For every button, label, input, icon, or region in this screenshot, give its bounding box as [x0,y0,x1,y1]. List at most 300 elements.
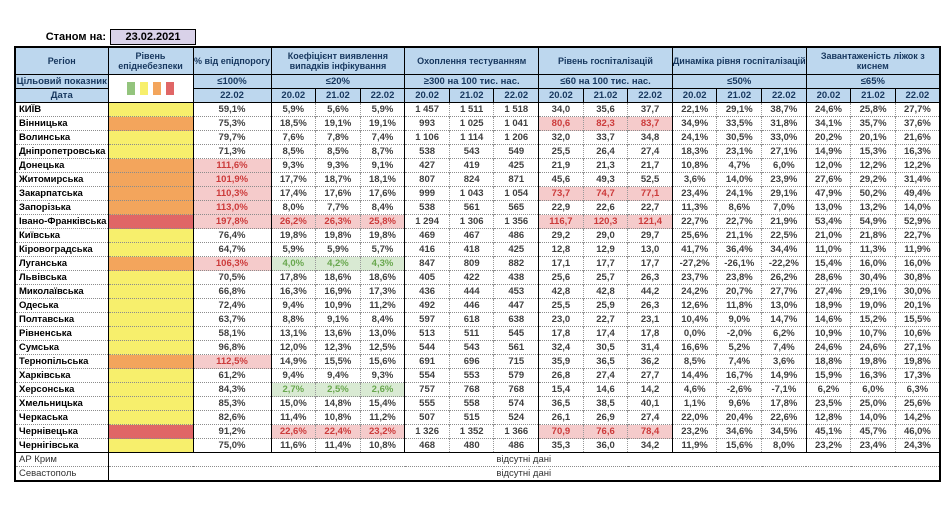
value-cell: 17,7% [271,173,316,187]
value-cell: 14,9% [271,355,316,369]
value-cell: 35,6 [583,103,628,117]
date-cell: 22.02 [895,89,940,103]
value-cell: 15,3% [851,145,896,159]
value-cell: 13,1% [271,327,316,341]
value-cell: 82,6% [193,411,271,425]
value-cell: 41,7% [672,243,717,257]
column-header-danger-level: Рівень епіднебезпеки [108,47,193,75]
column-header-hospitalization: Рівень госпіталізацій [539,47,673,75]
value-cell: 469 [405,229,450,243]
value-cell: 61,2% [193,369,271,383]
region-name-cell: Миколаївська [15,285,108,299]
region-name-cell: Чернівецька [15,425,108,439]
danger-level-cell [108,439,193,453]
value-cell: 50,2% [851,187,896,201]
value-cell: 7,4% [360,131,405,145]
danger-level-cell [108,285,193,299]
value-cell: 515 [449,411,494,425]
value-cell: 17,7 [583,257,628,271]
value-cell: 486 [494,439,539,453]
danger-level-cell [108,131,193,145]
value-cell: 17,6% [316,187,361,201]
table-row [15,369,940,383]
value-cell: 17,8 [628,327,673,341]
table-row [15,131,940,145]
value-cell: -26,1% [717,257,762,271]
value-cell: 23,4% [851,439,896,453]
target-hospitalization: ≤60 на 100 тис. нас. [539,75,673,89]
value-cell: 35,9 [539,355,584,369]
value-cell: 36,5 [539,397,584,411]
value-cell: 21,0% [806,229,851,243]
danger-level-cell [108,159,193,173]
value-cell: 19,8% [851,355,896,369]
value-cell: 24,1% [672,131,717,145]
value-cell: 83,7 [628,117,673,131]
value-cell: 15,5% [895,313,940,327]
value-cell: 446 [449,299,494,313]
value-cell: 8,8% [271,313,316,327]
region-name-cell: Луганська [15,257,108,271]
value-cell: 29,7 [628,229,673,243]
value-cell: 84,3% [193,383,271,397]
value-cell: 27,1% [762,145,807,159]
value-cell: 4,3% [360,257,405,271]
value-cell: 405 [405,271,450,285]
value-cell: 24,6% [806,341,851,355]
value-cell: 26,9 [583,411,628,425]
value-cell: 18,6% [360,271,405,285]
table-row [15,173,940,187]
value-cell: 561 [494,341,539,355]
value-cell: 4,0% [271,257,316,271]
value-cell: 9,4% [271,299,316,313]
value-cell: 24,1% [717,187,762,201]
value-cell: 1 326 [405,425,450,439]
value-cell: 554 [405,369,450,383]
value-cell: 20,2% [806,131,851,145]
value-cell: 9,1% [360,159,405,173]
value-cell: 22,0% [672,411,717,425]
region-name-cell: Тернопільська [15,355,108,369]
table-row-no-data [15,467,940,482]
value-cell: 34,6% [717,425,762,439]
value-cell: 21,7 [628,159,673,173]
value-cell: 579 [494,369,539,383]
value-cell: 12,6% [672,299,717,313]
value-cell: 11,2% [360,411,405,425]
value-cell: 19,0% [851,299,896,313]
value-cell: 34,8 [628,131,673,145]
value-cell: 49,3 [583,173,628,187]
value-cell: 768 [494,383,539,397]
value-cell: 15,4 [539,383,584,397]
value-cell: 24,3% [895,439,940,453]
value-cell: 696 [449,355,494,369]
value-cell: 5,9% [271,103,316,117]
value-cell: 486 [494,229,539,243]
value-cell: 1,1% [672,397,717,411]
value-cell: -27,2% [672,257,717,271]
value-cell: 4,7% [717,159,762,173]
value-cell: 20,1% [895,299,940,313]
value-cell: 13,2% [851,201,896,215]
value-cell: 618 [449,313,494,327]
value-cell: 23,8% [717,271,762,285]
target-hosp-dynamics: ≤50% [672,75,806,89]
value-cell: 7,4% [717,355,762,369]
value-cell: 26,1 [539,411,584,425]
table-row [15,439,940,453]
value-cell: 10,6% [895,327,940,341]
danger-level-cell [108,355,193,369]
date-row-label: Дата [15,89,108,103]
value-cell: 96,8% [193,341,271,355]
danger-level-cell [108,271,193,285]
value-cell: 549 [494,145,539,159]
table-row [15,313,940,327]
value-cell: 34,4% [762,243,807,257]
table-row [15,327,940,341]
value-cell: 36,4% [717,243,762,257]
value-cell: 715 [494,355,539,369]
value-cell: 85,3% [193,397,271,411]
value-cell: 28,6% [806,271,851,285]
value-cell: 3,6% [762,355,807,369]
value-cell: 121,4 [628,215,673,229]
value-cell: 425 [494,243,539,257]
value-cell: 26,4 [583,145,628,159]
value-cell: 8,6% [717,201,762,215]
value-cell: 40,1 [628,397,673,411]
value-cell: 16,7% [717,369,762,383]
value-cell: 538 [405,201,450,215]
value-cell: 427 [405,159,450,173]
value-cell: 21,9% [762,215,807,229]
value-cell: 1 306 [449,215,494,229]
value-cell: 13,0% [806,201,851,215]
value-cell: 9,0% [717,313,762,327]
value-cell: 524 [494,411,539,425]
danger-level-cell [108,411,193,425]
value-cell: 17,8% [762,397,807,411]
value-cell: 19,8% [360,229,405,243]
table-row [15,411,940,425]
value-cell: 23,9% [762,173,807,187]
value-cell: 4,2% [316,257,361,271]
value-cell: 25,6 [539,271,584,285]
value-cell: 101,9% [193,173,271,187]
date-cell: 20.02 [405,89,450,103]
value-cell: 15,6% [717,439,762,453]
value-cell: 847 [405,257,450,271]
value-cell: 42,8 [583,285,628,299]
value-cell: 538 [405,145,450,159]
value-cell: 30,0% [895,285,940,299]
value-cell: 6,2% [762,327,807,341]
value-cell: 18,6% [316,271,361,285]
value-cell: 9,3% [360,369,405,383]
value-cell: 30,5% [717,131,762,145]
danger-level-cell [108,383,193,397]
value-cell: 11,3% [851,243,896,257]
value-cell: 18,8% [806,355,851,369]
value-cell: 8,5% [672,355,717,369]
value-cell: 19,1% [316,117,361,131]
value-cell: 25,6% [895,397,940,411]
value-cell: 76,4% [193,229,271,243]
value-cell: 23,2% [806,439,851,453]
value-cell: 20,1% [851,131,896,145]
red-level-square-icon [166,82,174,95]
value-cell: 53,4% [806,215,851,229]
table-body [15,103,940,482]
table-header [15,47,940,103]
danger-level-legend [108,75,193,103]
region-name-cell: Волинська [15,131,108,145]
value-cell: 558 [449,397,494,411]
danger-level-cell [108,117,193,131]
value-cell: 15,6% [360,355,405,369]
value-cell: 25,9 [583,299,628,313]
date-cell: 21.02 [449,89,494,103]
value-cell: 33,0% [762,131,807,145]
value-cell: 17,4 [583,327,628,341]
value-cell: 17,8% [271,271,316,285]
value-cell: 11,0% [806,243,851,257]
value-cell: 26,3% [316,215,361,229]
table-row [15,355,940,369]
column-header-testing: Охоплення тестуванням [405,47,539,75]
no-data-cell: відсутні дані [108,467,940,482]
value-cell: 7,8% [316,131,361,145]
value-cell: 5,7% [360,243,405,257]
table-row [15,425,940,439]
value-cell: 18,3% [672,145,717,159]
value-cell: 14,0% [717,173,762,187]
value-cell: 47,9% [806,187,851,201]
value-cell: 26,8 [539,369,584,383]
value-cell: 993 [405,117,450,131]
value-cell: 447 [494,299,539,313]
value-cell: 22,7 [583,313,628,327]
value-cell: 6,2% [806,383,851,397]
value-cell: 24,6% [806,103,851,117]
value-cell: 3,6% [672,173,717,187]
value-cell: 436 [405,285,450,299]
value-cell: 425 [494,159,539,173]
target-threshold: ≤100% [193,75,271,89]
value-cell: 91,2% [193,425,271,439]
value-cell: 419 [449,159,494,173]
value-cell: 6,3% [895,383,940,397]
value-cell: 52,5 [628,173,673,187]
value-cell: 19,8% [895,355,940,369]
region-name-cell: Херсонська [15,383,108,397]
danger-level-cell [108,145,193,159]
value-cell: 12,2% [895,159,940,173]
value-cell: 111,6% [193,159,271,173]
value-cell: 8,5% [316,145,361,159]
danger-level-cell [108,369,193,383]
table-row [15,215,940,229]
value-cell: 14,4% [672,369,717,383]
danger-level-cell [108,257,193,271]
value-cell: 110,3% [193,187,271,201]
danger-level-cell [108,243,193,257]
value-cell: 38,5 [583,397,628,411]
value-cell: 29,1% [762,187,807,201]
value-cell: 23,0 [539,313,584,327]
value-cell: 22,7% [895,229,940,243]
value-cell: 10,8% [316,411,361,425]
column-header-threshold: % від епідпорогу [193,47,271,75]
value-cell: 638 [494,313,539,327]
value-cell: 22,7% [672,215,717,229]
region-name-cell: Львівська [15,271,108,285]
value-cell: 809 [449,257,494,271]
region-name-cell: Київська [15,229,108,243]
value-cell: 36,2 [628,355,673,369]
value-cell: 10,8% [360,439,405,453]
value-cell: 21,9 [539,159,584,173]
value-cell: 25,0% [851,397,896,411]
value-cell: 10,9% [316,299,361,313]
value-cell: 25,5 [539,299,584,313]
value-cell: 757 [405,383,450,397]
value-cell: 1 206 [494,131,539,145]
region-name-cell: Рівненська [15,327,108,341]
as-of-date: 23.02.2021 [110,29,196,45]
date-cell: 22.02 [360,89,405,103]
value-cell: 18,7% [316,173,361,187]
green-level-square-icon [127,82,135,95]
value-cell: 418 [449,243,494,257]
value-cell: 15,2% [851,313,896,327]
value-cell: 1 366 [494,425,539,439]
value-cell: 30,8% [895,271,940,285]
value-cell: 11,6% [271,439,316,453]
value-cell: 13,0% [360,327,405,341]
value-cell: 1 043 [449,187,494,201]
region-name-cell: Харківська [15,369,108,383]
value-cell: 21,6% [895,131,940,145]
value-cell: 22,7 [628,201,673,215]
value-cell: 29,2 [539,229,584,243]
value-cell: 597 [405,313,450,327]
value-cell: 8,7% [360,145,405,159]
value-cell: 6,0% [762,159,807,173]
date-cell: 20.02 [539,89,584,103]
region-name-cell: Закарпатська [15,187,108,201]
date-cell: 21.02 [316,89,361,103]
column-header-oxygen-beds: Завантаженість ліжок з киснем [806,47,940,75]
value-cell: 513 [405,327,450,341]
value-cell: 23,2% [360,425,405,439]
as-of-label: Станом на: [45,30,106,43]
value-cell: 11,4% [316,439,361,453]
danger-level-cell [108,313,193,327]
value-cell: 11,9% [895,243,940,257]
value-cell: 29,2% [851,173,896,187]
value-cell: 511 [449,327,494,341]
table-row [15,299,940,313]
value-cell: 7,7% [316,201,361,215]
value-cell: -2,0% [717,327,762,341]
value-cell: 1 457 [405,103,450,117]
value-cell: 71,3% [193,145,271,159]
value-cell: 35,3 [539,439,584,453]
danger-level-cell [108,201,193,215]
value-cell: 75,3% [193,117,271,131]
value-cell: 27,1% [895,341,940,355]
value-cell: 1 518 [494,103,539,117]
danger-level-cell [108,397,193,411]
value-cell: 25,5 [539,145,584,159]
value-cell: 871 [494,173,539,187]
danger-level-cell [108,103,193,117]
value-cell: 27,4 [628,411,673,425]
value-cell: 21,3 [583,159,628,173]
table-row [15,271,940,285]
value-cell: 20,4% [717,411,762,425]
value-cell: 5,2% [717,341,762,355]
value-cell: 35,7% [851,117,896,131]
value-cell: -2,6% [717,383,762,397]
value-cell: 7,0% [762,201,807,215]
value-cell: 16,3% [895,145,940,159]
value-cell: 10,8% [672,159,717,173]
value-cell: 112,5% [193,355,271,369]
value-cell: 16,3% [851,369,896,383]
value-cell: 999 [405,187,450,201]
value-cell: 27,4 [628,145,673,159]
value-cell: 23,2% [672,425,717,439]
value-cell: 14,0% [895,201,940,215]
danger-level-cell [108,327,193,341]
value-cell: 8,5% [271,145,316,159]
table-row [15,257,940,271]
region-name-cell: Вінницька [15,117,108,131]
value-cell: 31,4 [628,341,673,355]
value-cell: 120,3 [583,215,628,229]
value-cell: 9,3% [271,159,316,173]
value-cell: 12,5% [360,341,405,355]
value-cell: 9,6% [717,397,762,411]
value-cell: 574 [494,397,539,411]
value-cell: 14,9% [806,145,851,159]
value-cell: 9,3% [316,159,361,173]
value-cell: 1 025 [449,117,494,131]
value-cell: 70,9 [539,425,584,439]
value-cell: 22,5% [762,229,807,243]
value-cell: 32,0 [539,131,584,145]
value-cell: 1 106 [405,131,450,145]
value-cell: 17,7 [628,257,673,271]
value-cell: 23,1 [628,313,673,327]
value-cell: 38,7% [762,103,807,117]
danger-level-cell [108,299,193,313]
value-cell: 422 [449,271,494,285]
value-cell: 8,4% [360,313,405,327]
value-cell: 544 [405,341,450,355]
value-cell: 9,4% [271,369,316,383]
value-cell: 77,1 [628,187,673,201]
value-cell: 18,1% [360,173,405,187]
value-cell: 37,7 [628,103,673,117]
region-name-cell: Полтавська [15,313,108,327]
date-cell: 22.02 [628,89,673,103]
